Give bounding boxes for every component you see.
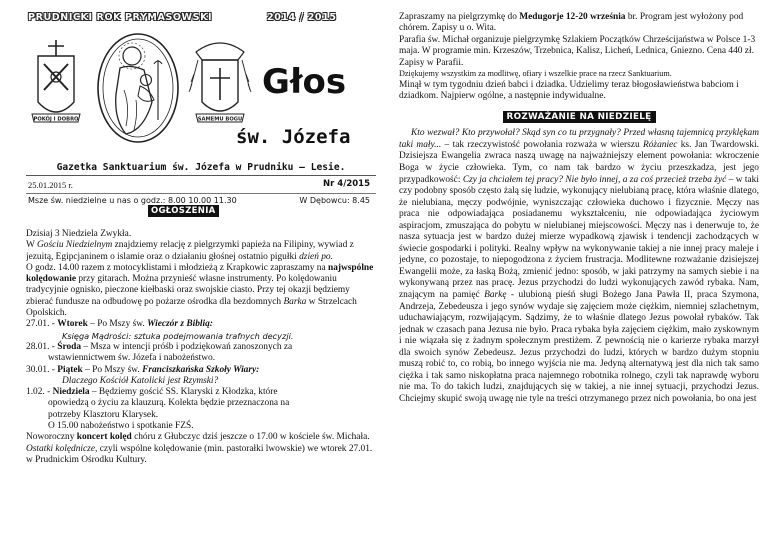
svg-text:POKÓJ I DOBRO: POKÓJ I DOBRO — [33, 116, 79, 123]
announcement-paragraph: Parafia św. Michał organizuje pielgrzymkę Szlakiem Początków Chrześcijaństwa w Polsce 1-3 maja. W programie min. Krzeszów, Trzebnica, Kalisz, Licheń, Lednica, Gniezno. Cena 440 zł. Zapisy w Parafii. — [399, 34, 756, 68]
sanctuary-emblem-icon — [26, 30, 256, 148]
meditation-text: Kto wezwał? Kto przywołał? Skąd syn co tu przygnały? Przed własną tajemnicą przyklękam taki mały... – tak rzeczywistość powołania rozważa w wierszu Różaniec ks. Jan Twardowski. Dzisiejsza Ewangelia zwraca naszą uwagę na najważniejszy element powołania: wkroczenie Boga w życie człowieka. Tym, co nam tak bardzo w życiu przeszkadza, jest jego przypadkowość: Czy ja chciałem tej pracy? Nie było innej, a za coś przecież trzeba żyć – w taki czy podobny sposób często żalą się ludzie, wykonujący nielubianą pracę, która właśnie dlatego, że nielubiana, męczy podwójnie, wyniszczając człowieka duchowo i fizycznie. Męczy nas praca nie odpowiadająca posiadanemu wykształceniu, nie odpowiadająca życiowym aspiracjom, zmuszająca do pobytu w nielubianej miejscowości. Męczy nas i denerwuje to, że nasza sytuacja jest w bardzo dużej mierze wypadkową zjawisk i tendencji zachodzących w świecie gospodarki i polityki. Realny wpływ na wykonywanie takiej a nie innej pracy maleje i jedyne, co pozostaje, to niepogodzona z życiem frustracja. Modlitewne rozważanie dzisiejszej Ewangelii może, za łaską Bożą, zmienić jedno: sposób, w jaki patrzymy na samych siebie i na wykonywaną przez nas pracę. Jezus przychodzi do ludzi wykonujących zawód rybaka. Nam, znającym na pamięć Barkę - ulubioną pieśń sługi Bożego Jana Pawła II, praca Szymona, Andrzeja, Zebedeusza i jego synów wydaje się zajęciem może ciężkim, niemniej szlachetnym, uduchawiającym, rozwijającym. Sądzimy, że to właśnie dlatego Jezus powołał rybaków. Tak jednak w czasach pana Jezusa nie było. Praca rybaka była zajęciem ciężkim, mało zyskownym i nie wiązała się z żadnym społecznym prestiżem. Z pewnością nie o karierze rybaka marzył dla swoich synów Zebedeusz. Jezus przychodzi do ludzi, których w bardzo dużym stopniu muszą robić to, co robią, bo innego wyjścia nie ma. Jedyną alternatywą jest dla nich tak samo ciężka i tak samo niskopłatna praca najemnego robotnika rolnego, czyli tak naprawdę wyboru nie ma. To do takich ludzi, znajdujących się w takiej, a nie innej sytuacji, przychodzi Jezus. Chciejmy skupić swoją uwagę nie tyle na treści otrzymanego przez nich powołania, bo ona jest — [399, 128, 759, 404]
meditation-label: ROZWAŻANIE NA NIEDZIELĘ — [503, 111, 656, 123]
announcements-body — [26, 229, 376, 466]
announcement-paragraph: Noworoczny koncert kolęd chóru z Głubczyc dziś jeszcze o 17.00 w kościele św. Michała. — [26, 432, 370, 443]
announcement-paragraph: O godz. 14.00 razem z motocyklistami i młodzieżą z Krapkowic zapraszamy na najwspólne kolędowanie przy gitarach. Można przynieść własne instrumenty. Po kolędowaniu tradycyjnie ognisko, pieczone kiełbaski oraz swojskie ciasto. Przy tej okazji będziemy zbierać fundusze na odbudowę po pożarze ośrodka dla bezdomnych Barka w Strzelcach Opolskich. — [26, 262, 374, 319]
announcement-paragraph: Zapraszamy na pielgrzymkę do Medugorje 12-20 września br. Program jest wyłożony pod chórem. Zapisy u o. Wita. — [399, 12, 744, 34]
newsletter-subtitle: św. Józefa — [236, 126, 351, 148]
mass-times-row — [26, 193, 376, 205]
meditation-header — [399, 106, 759, 124]
gazetka-caption: Gazetka Sanktuarium św. Józefa w Prudniku – Lesie. — [26, 162, 376, 176]
announcement-paragraph: Ostatki kolędnicze, czyli wspólne kolędowanie (min. pastorałki lwowskie) we wtorek 27.01. w Prudnickim Ośrodku Kultury. — [26, 443, 373, 465]
announcement-subline: potrzeby Klasztoru Klarysek. — [48, 409, 159, 420]
announcement-paragraph: Minął w tym tygodniu dzień babci i dziadka. Udzielimy teraz błogosławieństwa babciom i dziadkom. Najpierw ogólne, a następnie indywidualne. — [399, 79, 739, 101]
franciscan-coat-of-arms-icon — [32, 40, 80, 123]
announcement-paragraph: 28.01. - Środa – Msza w intencji próśb i podziękowań zanoszonych za — [26, 341, 293, 352]
announcement-subline: wstawiennictwem św. Józefa i nabożeństwo. — [48, 353, 216, 364]
announcement-subline: Księga Mądrości: sztuka podejmowania trafnych decyzji. — [62, 330, 294, 341]
announcement-paragraph: 27.01. - Wtorek – Po Mszy św. Wieczór z Biblią: — [26, 319, 213, 330]
date-issue-row — [26, 178, 376, 192]
saint-joseph-figure-icon — [98, 34, 178, 142]
announcements-label: OGŁOSZENIA — [148, 205, 219, 217]
bishop-coat-of-arms-icon — [189, 43, 251, 123]
issue-date: 25.01.2015 r. — [28, 180, 73, 190]
announcements-header — [26, 205, 376, 218]
announcement-paragraph: 30.01. - Piątek – Po Mszy św. Franciszkańska Szkoły Wiary: — [26, 364, 260, 375]
mass-times-debowiec: W Dębowcu: 8.45 — [299, 196, 370, 205]
left-column — [26, 10, 376, 540]
announcement-subline: O 15.00 nabożeństwo i spotkanie FZŚ. — [48, 421, 194, 432]
mass-times: Msze św. niedzielne u nas o godz.: 8.00 10.00 11.30 — [28, 196, 237, 205]
top-banner — [26, 10, 376, 26]
banner-title: PRUDNICKI ROK PRYMASOWSKI — [28, 12, 213, 23]
thanks-paragraph: Dziękujemy wszystkim za modlitwę, ofiary i wszelkie prace na rzecz Sanktuarium. — [399, 69, 672, 79]
newsletter-title: Głos — [262, 62, 347, 102]
announcement-subline: opowiedzą o życiu za klauzurą. Kolekta będzie przeznaczona na — [48, 398, 290, 409]
issue-number: Nr 4/2015 — [323, 179, 370, 189]
announcement-paragraph: W Gościu Niedzielnym znajdziemy relację z pielgrzymki papieża na Filipiny, wywiad z jezuitą, Egipcjaninem o islamie oraz o działaniu głośnej ostatnio pigułki dzień po. — [26, 240, 354, 262]
announcement-paragraph: 1.02. - Niedziela – Będziemy gościć SS. Klaryski z Kłodzka, które — [26, 387, 278, 398]
svg-text:SAMEMU BOGU: SAMEMU BOGU — [197, 116, 243, 123]
announcement-subline: Dlaczego Kościół Katolicki jest Rzymski? — [62, 375, 219, 386]
banner-year: 2014 / 2015 — [267, 12, 337, 23]
announcements-continued — [399, 12, 759, 102]
right-column — [399, 12, 759, 543]
masthead — [26, 26, 376, 158]
announcement-paragraph: Dzisiaj 3 Niedziela Zwykła. — [26, 229, 132, 239]
